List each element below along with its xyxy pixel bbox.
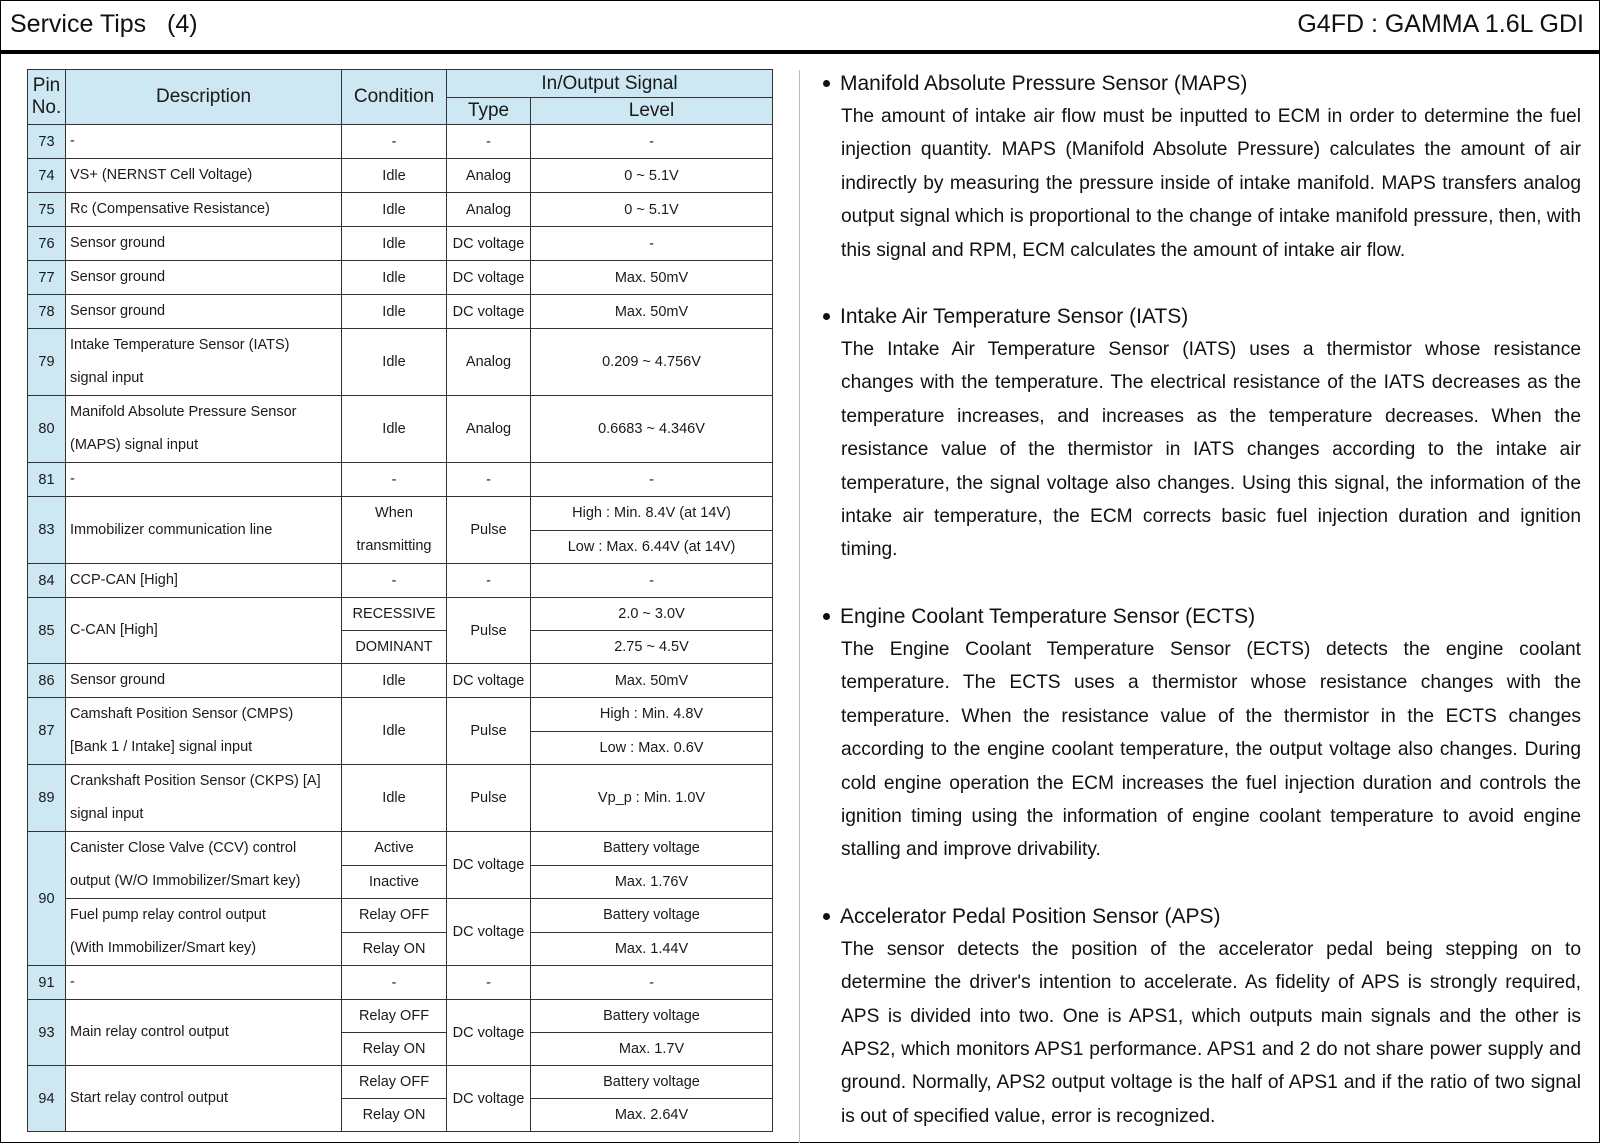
signal-level: Max. 50mV (531, 295, 773, 329)
pin-number: 85 (28, 598, 66, 664)
signal-type: - (447, 463, 531, 497)
signal-level: Vp_p : Min. 1.0V (531, 765, 773, 832)
signal-level: 0 ~ 5.1V (531, 159, 773, 193)
section-iats (822, 300, 1582, 567)
signal-type: DC voltage (447, 832, 531, 899)
table-row (28, 698, 773, 732)
bullet-icon (823, 613, 830, 620)
pin-condition: Relay ON (342, 1099, 447, 1132)
pin-description: Immobilizer communication line (66, 497, 342, 564)
pin-description: Camshaft Position Sensor (CMPS) [Bank 1 / Intake] signal input (66, 698, 342, 765)
signal-level: 2.75 ~ 4.5V (531, 631, 773, 664)
pin-condition: Relay OFF (342, 1066, 447, 1099)
pin-number: 83 (28, 497, 66, 564)
signal-level: 0 ~ 5.1V (531, 193, 773, 227)
pin-condition: Idle (342, 396, 447, 463)
signal-level: Max. 1.76V (531, 865, 773, 899)
section-title: Manifold Absolute Pressure Sensor (MAPS) (840, 67, 1582, 100)
pin-number: 73 (28, 125, 66, 159)
pin-no-header: Pin No. (28, 70, 66, 125)
signal-level: - (531, 564, 773, 598)
bullet-icon (823, 913, 830, 920)
table-row (28, 1066, 773, 1099)
section-body: The Intake Air Temperature Sensor (IATS) uses a thermistor whose resistance changes with the temperature. The electrical resistance of the IATS decreases as the temperature increases, and increases as the temperature decreases. When the resistance value of the thermistor in IATS changes according to the intake air temperature, the signal voltage also changes. Using this signal, the information of the intake air temperature, the ECM corrects basic fuel injection duration and ignition timing. (841, 339, 1581, 561)
pin-description: - (66, 463, 342, 497)
signal-level: Battery voltage (531, 1000, 773, 1033)
pin-condition: When transmitting (342, 497, 447, 564)
table-row (28, 261, 773, 295)
pin-condition: Idle (342, 664, 447, 698)
signal-level: 0.6683 ~ 4.346V (531, 396, 773, 463)
pin-number: 80 (28, 396, 66, 463)
pin-number: 81 (28, 463, 66, 497)
signal-type: DC voltage (447, 295, 531, 329)
section-title: Engine Coolant Temperature Sensor (ECTS) (840, 600, 1582, 633)
table-row (28, 598, 773, 631)
condition-header: Condition (342, 70, 447, 125)
signal-level: - (531, 966, 773, 1000)
table-row (28, 564, 773, 598)
signal-level: Battery voltage (531, 899, 773, 933)
page-header (0, 0, 1600, 54)
signal-level: Low : Max. 0.6V (531, 731, 773, 765)
pin-condition: Idle (342, 295, 447, 329)
signal-level: Low : Max. 6.44V (at 14V) (531, 530, 773, 564)
pin-condition: Relay OFF (342, 1000, 447, 1033)
sensor-descriptions (822, 67, 1582, 1133)
signal-type: DC voltage (447, 899, 531, 966)
signal-header: In/Output Signal (447, 70, 773, 98)
pin-number: 94 (28, 1066, 66, 1132)
signal-level: Max. 2.64V (531, 1099, 773, 1132)
signal-type: Pulse (447, 598, 531, 664)
section-ects (822, 600, 1582, 867)
table-row (28, 664, 773, 698)
section-body: The sensor detects the position of the accelerator pedal being stepping on to determine the driver's intention to accelerate. As fidelity of APS is strongly required, APS is divided into two. One is APS1, which outputs main signals and the other is APS2, which monitors APS1 performance. APS1 and 2 do not share power supply and ground. Normally, APS2 output voltage is the half of APS1 and if the ratio of two signal is out of specified value, error is recognized. (841, 938, 1581, 1127)
signal-level: Max. 1.7V (531, 1033, 773, 1066)
bullet-icon (823, 313, 830, 320)
pin-condition: Relay OFF (342, 899, 447, 933)
pin-number: 84 (28, 564, 66, 598)
pin-table (27, 69, 773, 1132)
pin-condition: Relay ON (342, 932, 447, 966)
signal-type: DC voltage (447, 1066, 531, 1132)
level-header: Level (531, 98, 773, 125)
pin-description: C-CAN [High] (66, 598, 342, 664)
description-header: Description (66, 70, 342, 125)
signal-level: - (531, 125, 773, 159)
signal-level: Battery voltage (531, 1066, 773, 1099)
type-header: Type (447, 98, 531, 125)
pin-condition: DOMINANT (342, 631, 447, 664)
pin-description: Manifold Absolute Pressure Sensor (MAPS) signal input (66, 396, 342, 463)
pin-description: Crankshaft Position Sensor (CKPS) [A] signal input (66, 765, 342, 832)
pin-description: Rc (Compensative Resistance) (66, 193, 342, 227)
pin-condition: Active (342, 832, 447, 866)
pin-condition: RECESSIVE (342, 598, 447, 631)
page-title: Service Tips (4) (10, 10, 198, 38)
signal-type: Analog (447, 329, 531, 396)
table-row (28, 899, 773, 933)
pin-number: 74 (28, 159, 66, 193)
section-body: The amount of intake air flow must be inputted to ECM in order to determine the fuel injection quantity. MAPS (Manifold Absolute Pressure) calculates the amount of air indirectly by measuring the pressure inside of intake manifold. MAPS transfers analog output signal which is proportional to the change of intake manifold pressure, then, with this signal and RPM, ECM calculates the amount of intake air flow. (841, 106, 1581, 261)
pin-description: Main relay control output (66, 1000, 342, 1066)
table-row (28, 125, 773, 159)
pin-description: Start relay control output (66, 1066, 342, 1132)
signal-type: Pulse (447, 698, 531, 765)
bullet-icon (823, 80, 830, 87)
pin-number: 75 (28, 193, 66, 227)
pin-description: - (66, 125, 342, 159)
pin-condition: Idle (342, 193, 447, 227)
pin-condition: Idle (342, 261, 447, 295)
pin-condition: - (342, 125, 447, 159)
table-row (28, 193, 773, 227)
pin-description: Intake Temperature Sensor (IATS) signal input (66, 329, 342, 396)
signal-level: Battery voltage (531, 832, 773, 866)
pin-condition: - (342, 966, 447, 1000)
section-maps (822, 67, 1582, 267)
section-title: Accelerator Pedal Position Sensor (APS) (840, 900, 1582, 933)
signal-level: Max. 50mV (531, 261, 773, 295)
signal-type: DC voltage (447, 664, 531, 698)
signal-level: 0.209 ~ 4.756V (531, 329, 773, 396)
pin-description: VS+ (NERNST Cell Voltage) (66, 159, 342, 193)
pin-number: 79 (28, 329, 66, 396)
section-body: The Engine Coolant Temperature Sensor (ECTS) detects the engine coolant temperature. The ECTS uses a thermistor whose resistance changes with the temperature. When the resistance value of the thermistor in the ECTS changes according to the engine coolant temperature, the output voltage also changes. During cold engine operation the ECM increases the fuel injection duration and controls the ignition timing using the information of engine coolant temperature to avoid engine stalling and improve drivability. (841, 638, 1581, 861)
signal-type: - (447, 125, 531, 159)
table-row (28, 1000, 773, 1033)
pin-condition: Idle (342, 698, 447, 765)
pin-condition: Idle (342, 765, 447, 832)
signal-level: - (531, 227, 773, 261)
signal-type: Analog (447, 193, 531, 227)
table-row (28, 227, 773, 261)
pin-condition: - (342, 564, 447, 598)
table-row (28, 765, 773, 832)
table-row (28, 463, 773, 497)
section-aps (822, 900, 1582, 1133)
column-divider (799, 70, 800, 1143)
table-row (28, 497, 773, 531)
table-row (28, 329, 773, 396)
pin-condition: - (342, 463, 447, 497)
table-row (28, 159, 773, 193)
pin-number: 86 (28, 664, 66, 698)
pin-description: - (66, 966, 342, 1000)
signal-level: 2.0 ~ 3.0V (531, 598, 773, 631)
signal-level: Max. 50mV (531, 664, 773, 698)
pin-description: CCP-CAN [High] (66, 564, 342, 598)
table-row (28, 966, 773, 1000)
pin-number: 87 (28, 698, 66, 765)
pin-description: Fuel pump relay control output (With Immobilizer/Smart key) (66, 899, 342, 966)
signal-level: - (531, 463, 773, 497)
signal-type: - (447, 564, 531, 598)
pin-number: 77 (28, 261, 66, 295)
table-row (28, 295, 773, 329)
table-header-row (28, 70, 773, 98)
pin-number: 78 (28, 295, 66, 329)
signal-type: Pulse (447, 765, 531, 832)
pin-description: Sensor ground (66, 227, 342, 261)
signal-type: DC voltage (447, 227, 531, 261)
pin-description: Sensor ground (66, 261, 342, 295)
pin-condition: Idle (342, 329, 447, 396)
table-row (28, 832, 773, 866)
pin-description: Canister Close Valve (CCV) control output (W/O Immobilizer/Smart key) (66, 832, 342, 899)
pin-condition: Idle (342, 159, 447, 193)
pin-condition: Inactive (342, 865, 447, 899)
pin-number: 93 (28, 1000, 66, 1066)
pin-condition: Relay ON (342, 1033, 447, 1066)
pin-number: 91 (28, 966, 66, 1000)
signal-type: Analog (447, 396, 531, 463)
pin-number: 76 (28, 227, 66, 261)
signal-type: Pulse (447, 497, 531, 564)
pin-condition: Idle (342, 227, 447, 261)
pin-number: 89 (28, 765, 66, 832)
pin-description: Sensor ground (66, 664, 342, 698)
signal-type: - (447, 966, 531, 1000)
section-title: Intake Air Temperature Sensor (IATS) (840, 300, 1582, 333)
signal-type: Analog (447, 159, 531, 193)
signal-level: Max. 1.44V (531, 932, 773, 966)
engine-label: G4FD : GAMMA 1.6L GDI (1297, 10, 1584, 38)
pin-number: 90 (28, 832, 66, 966)
table-row (28, 396, 773, 463)
signal-type: DC voltage (447, 1000, 531, 1066)
signal-type: DC voltage (447, 261, 531, 295)
pin-description: Sensor ground (66, 295, 342, 329)
signal-level: High : Min. 8.4V (at 14V) (531, 497, 773, 531)
signal-level: High : Min. 4.8V (531, 698, 773, 732)
